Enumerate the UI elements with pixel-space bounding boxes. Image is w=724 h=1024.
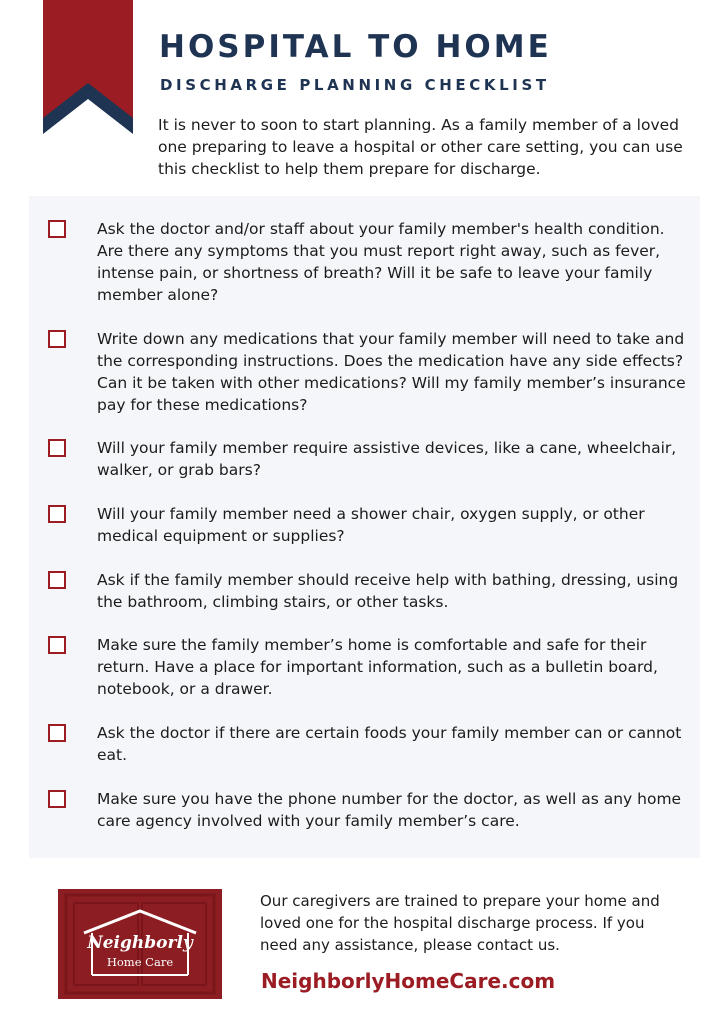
checkbox[interactable] — [48, 439, 66, 457]
checklist-item-text: Ask if the family member should receive help with bathing, dressing, using the bathroom, climbing stairs, or other tasks. — [97, 571, 679, 611]
page-subtitle: DISCHARGE PLANNING CHECKLIST — [160, 76, 550, 94]
ribbon-bookmark — [43, 0, 133, 134]
roof-icon — [84, 911, 196, 933]
checklist-item-text: Will your family member need a shower chair, oxygen supply, or other medical equipment or supplies? — [97, 505, 645, 545]
intro-paragraph: It is never to soon to start planning. As a family member of a loved one preparing to leave a hospital or other care setting, you can use this checklist to help them prepare for discharge. — [158, 116, 683, 178]
checkbox[interactable] — [48, 571, 66, 589]
checkbox[interactable] — [48, 790, 66, 808]
checklist-item-text: Will your family member require assistive devices, like a cane, wheelchair, walker, or grab bars? — [97, 439, 677, 479]
checklist-item-text: Ask the doctor and/or staff about your family member's health condition. Are there any symptoms that you must report right away, such as fever, intense pain, or shortness of breath? Will it be safe to leave your family member alone? — [97, 220, 665, 304]
website-link[interactable]: NeighborlyHomeCare.com — [261, 969, 556, 993]
logo-subtitle: Home Care — [106, 955, 174, 969]
footer-paragraph: Our caregivers are trained to prepare your home and loved one for the hospital discharge process. If you need any assistance, please contact us. — [260, 892, 660, 954]
page-title: HOSPITAL TO HOME — [159, 29, 552, 65]
neighborly-logo — [58, 889, 222, 999]
logo-name: Neighborly — [87, 933, 193, 953]
checklist-item-text: Write down any medications that your family member will need to take and the corresponding instructions. Does the medication have any side effects? Can it be taken with other medications? Will my family member’s insurance pay for these medications? — [97, 330, 686, 414]
checkbox[interactable] — [48, 724, 66, 742]
checkbox[interactable] — [48, 220, 66, 238]
checkbox[interactable] — [48, 505, 66, 523]
checklist-panel — [29, 196, 700, 858]
checklist-item-text: Ask the doctor if there are certain foods your family member can or cannot eat. — [97, 724, 682, 764]
checkbox[interactable] — [48, 636, 66, 654]
checklist-item-text: Make sure the family member’s home is comfortable and safe for their return. Have a place for important information, such as a bulletin board, notebook, or a drawer. — [97, 636, 658, 698]
checkbox[interactable] — [48, 330, 66, 348]
checklist-item-text: Make sure you have the phone number for the doctor, as well as any home care agency involved with your family member’s care. — [97, 790, 682, 830]
